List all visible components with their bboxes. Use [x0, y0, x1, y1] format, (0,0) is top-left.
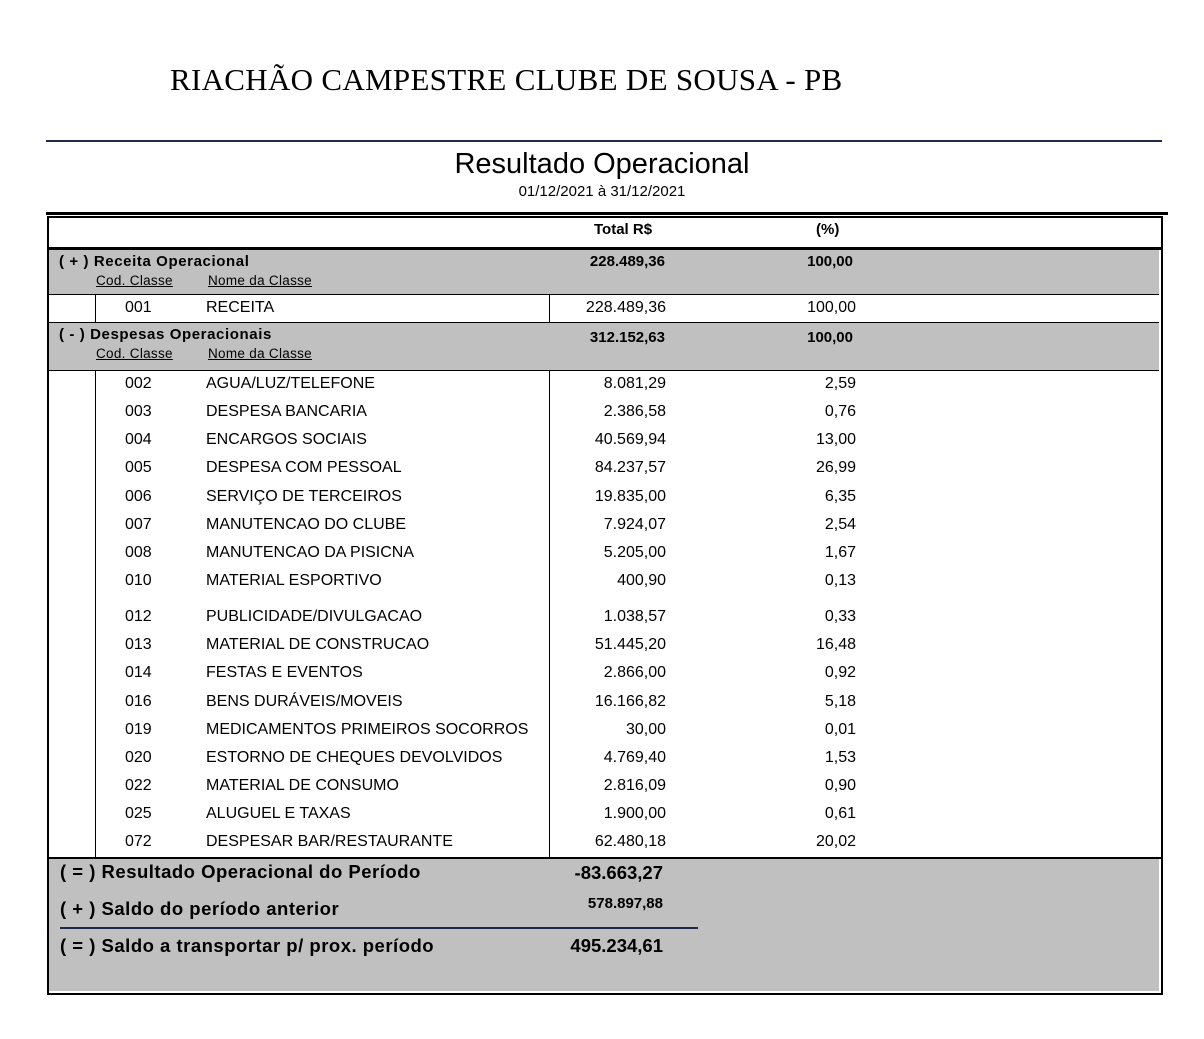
receita-band-bottom-rule — [49, 294, 1159, 295]
row-class-name: MANUTENCAO DA PISICNA — [206, 544, 415, 561]
row-code: 005 — [125, 459, 152, 476]
total-saldo-transportar-label: ( = ) Saldo a transportar p/ prox. período — [60, 935, 435, 956]
row-percent: 6,35 — [824, 488, 856, 505]
row-total: 5.205,00 — [603, 544, 666, 561]
row-code: 006 — [125, 488, 152, 505]
receita-section-total: 228.489,36 — [589, 253, 665, 270]
column-header-total: Total R$ — [594, 221, 653, 238]
row-class-name: MATERIAL DE CONSUMO — [206, 777, 399, 794]
receita-subheader-name: Nome da Classe — [208, 273, 312, 288]
total-saldo-anterior-value: 578.897,88 — [587, 895, 663, 912]
row-class-name: PUBLICIDADE/DIVULGACAO — [206, 608, 423, 625]
row-total: 51.445,20 — [594, 636, 666, 653]
row-percent: 0,76 — [824, 403, 856, 420]
despesas-band-bottom-rule — [49, 370, 1159, 371]
row-class-name: MEDICAMENTOS PRIMEIROS SOCORROS — [206, 721, 529, 738]
row-code: 020 — [125, 749, 152, 766]
row-percent: 1,53 — [824, 749, 856, 766]
row-total: 8.081,29 — [603, 375, 666, 392]
row-class-name: RECEITA — [206, 299, 275, 316]
row-percent: 0,13 — [824, 572, 856, 589]
row-class-name: MATERIAL ESPORTIVO — [206, 572, 382, 589]
total-resultado-label: ( = ) Resultado Operacional do Período — [60, 861, 421, 882]
row-class-name: DESPESA COM PESSOAL — [206, 459, 402, 476]
column-header-percent: (%) — [816, 221, 840, 238]
row-total: 7.924,07 — [603, 516, 666, 533]
row-total: 1.900,00 — [603, 805, 666, 822]
despesas-section-label: ( - ) Despesas Operacionais — [59, 326, 272, 343]
row-percent: 0,90 — [824, 777, 856, 794]
row-class-name: SERVIÇO DE TERCEIROS — [206, 488, 402, 505]
row-total: 19.835,00 — [594, 488, 666, 505]
row-class-name: AGUA/LUZ/TELEFONE — [206, 375, 375, 392]
row-percent: 0,01 — [824, 721, 856, 738]
row-class-name: ENCARGOS SOCIAIS — [206, 431, 367, 448]
row-percent: 13,00 — [815, 431, 856, 448]
row-total: 2.386,58 — [603, 403, 666, 420]
row-class-name: MANUTENCAO DO CLUBE — [206, 516, 407, 533]
receita-section-percent: 100,00 — [807, 253, 853, 270]
receita-subheader-code: Cod. Classe — [96, 273, 173, 288]
receita-left-divider — [95, 295, 96, 323]
row-class-name: BENS DURÁVEIS/MOVEIS — [206, 693, 403, 710]
header-divider — [46, 140, 1162, 142]
row-percent: 16,48 — [815, 636, 856, 653]
row-class-name: MATERIAL DE CONSTRUCAO — [206, 636, 430, 653]
row-code: 072 — [125, 833, 152, 850]
row-code: 019 — [125, 721, 152, 738]
row-code: 025 — [125, 805, 152, 822]
row-total: 2.866,00 — [603, 664, 666, 681]
row-code: 012 — [125, 608, 152, 625]
row-code: 008 — [125, 544, 152, 561]
row-code: 001 — [125, 299, 152, 316]
row-code: 016 — [125, 693, 152, 710]
row-class-name: DESPESA BANCARIA — [206, 403, 367, 420]
report-period: 01/12/2021 à 31/12/2021 — [518, 183, 686, 200]
row-total: 16.166,82 — [594, 693, 666, 710]
club-name: RIACHÃO CAMPESTRE CLUBE DE SOUSA - PB — [170, 62, 843, 97]
report-title: Resultado Operacional — [454, 148, 750, 180]
total-saldo-anterior-label: ( + ) Saldo do período anterior — [60, 898, 340, 919]
row-percent: 2,54 — [824, 516, 856, 533]
row-percent: 2,59 — [824, 375, 856, 392]
row-total: 400,90 — [617, 572, 666, 589]
row-class-name: ALUGUEL E TAXAS — [206, 805, 351, 822]
row-code: 014 — [125, 664, 152, 681]
despesas-left-divider — [95, 371, 96, 857]
row-percent: 0,92 — [824, 664, 856, 681]
row-percent: 1,67 — [824, 544, 856, 561]
total-resultado-value: -83.663,27 — [574, 862, 663, 883]
row-code: 007 — [125, 516, 152, 533]
row-total: 62.480,18 — [594, 833, 666, 850]
row-total: 2.816,09 — [603, 777, 666, 794]
row-code: 004 — [125, 431, 152, 448]
row-percent: 26,99 — [815, 459, 856, 476]
row-percent: 5,18 — [824, 693, 856, 710]
row-percent: 0,33 — [824, 608, 856, 625]
despesas-section-percent: 100,00 — [807, 329, 853, 346]
table-top-rule — [46, 212, 1168, 215]
row-total: 40.569,94 — [594, 431, 666, 448]
row-total: 4.769,40 — [603, 749, 666, 766]
row-percent: 20,02 — [815, 833, 856, 850]
despesas-subheader-name: Nome da Classe — [208, 346, 312, 361]
row-code: 022 — [125, 777, 152, 794]
row-code: 003 — [125, 403, 152, 420]
total-saldo-transportar-value: 495.234,61 — [570, 935, 663, 956]
row-total: 84.237,57 — [594, 459, 666, 476]
despesas-subheader-code: Cod. Classe — [96, 346, 173, 361]
row-class-name: DESPESAR BAR/RESTAURANTE — [206, 833, 453, 850]
row-total: 1.038,57 — [603, 608, 666, 625]
row-total: 30,00 — [625, 721, 666, 738]
row-code: 002 — [125, 375, 152, 392]
row-total: 228.489,36 — [585, 299, 666, 316]
row-percent: 0,61 — [824, 805, 856, 822]
row-code: 013 — [125, 636, 152, 653]
receita-section-label: ( + ) Receita Operacional — [59, 253, 250, 270]
despesas-section-total: 312.152,63 — [589, 329, 665, 346]
row-code: 010 — [125, 572, 152, 589]
row-percent: 100,00 — [807, 299, 856, 316]
saldo-underline — [60, 927, 698, 929]
row-class-name: ESTORNO DE CHEQUES DEVOLVIDOS — [206, 749, 503, 766]
row-class-name: FESTAS E EVENTOS — [206, 664, 363, 681]
